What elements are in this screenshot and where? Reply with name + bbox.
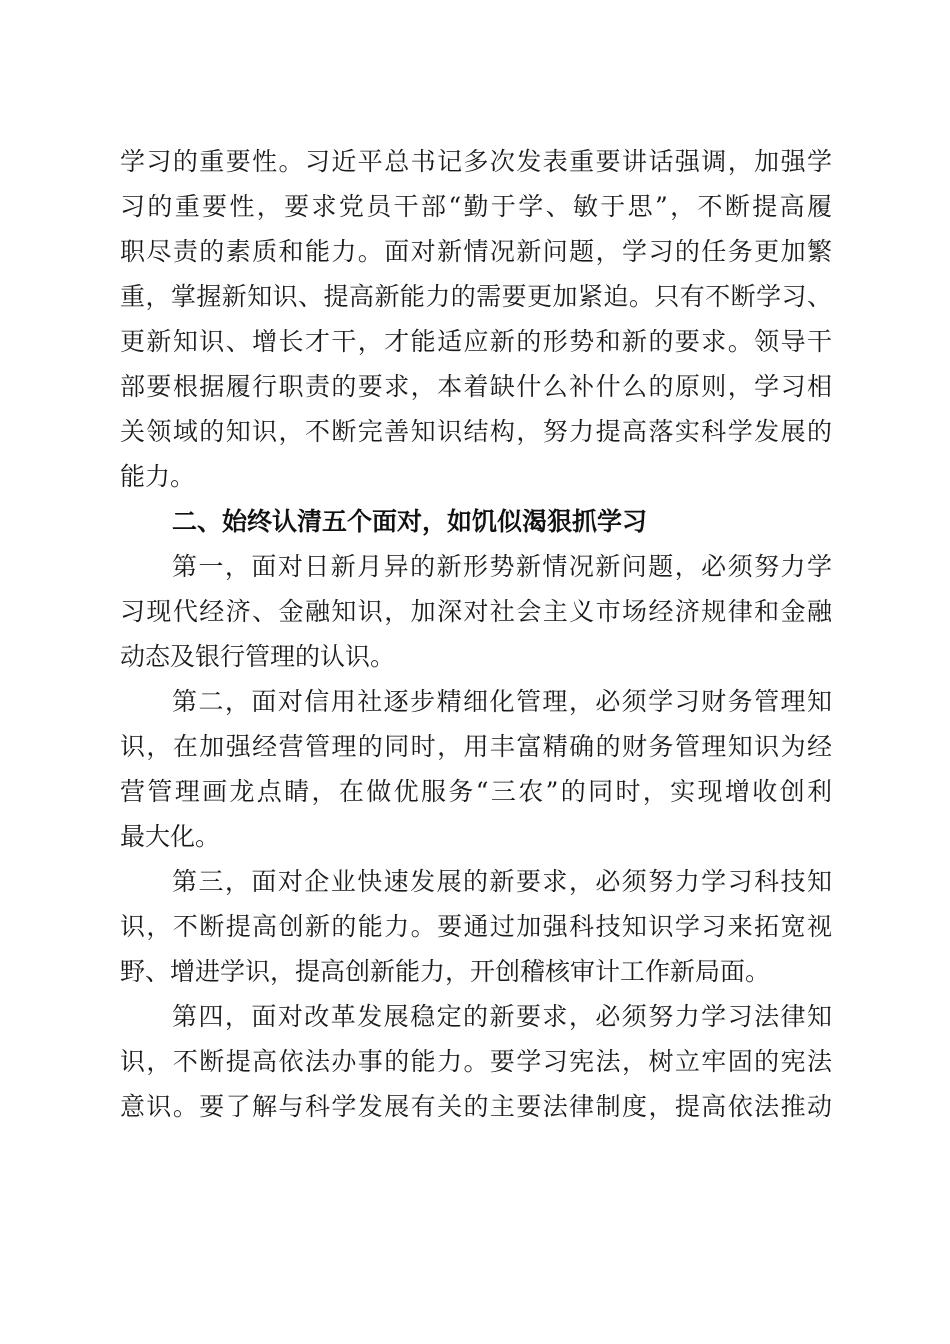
text-line: 动态及银行管理的认识。	[120, 642, 396, 671]
text-line: 部要根据履行职责的要求，本着缺什么补什么的原则，学习相	[120, 372, 832, 401]
text-line: 重，掌握新知识、提高新能力的需要更加紧迫。只有不断学习、	[120, 282, 832, 311]
text-line: 学习的重要性。习近平总书记多次发表重要讲话强调，加强学	[120, 147, 832, 176]
text-line: 野、增进学识，提高创新能力，开创稽核审计工作新局面。	[120, 957, 771, 986]
text-line: 识，在加强经营管理的同时，用丰富精确的财务管理知识为经	[120, 732, 832, 761]
text-line: 能力。	[120, 462, 196, 491]
section-heading: 二、始终认清五个面对，如饥似渴狠抓学习	[172, 507, 648, 536]
text-line: 识，不断提高创新的能力。要通过加强科技知识学习来拓宽视	[120, 912, 832, 941]
text-line: 第二，面对信用社逐步精细化管理，必须学习财务管理知	[172, 687, 832, 716]
text-line: 职尽责的素质和能力。面对新情况新问题，学习的任务更加繁	[120, 237, 832, 266]
text-line: 关领域的知识，不断完善知识结构，努力提高落实科学发展的	[120, 417, 832, 446]
text-line: 营管理画龙点睛，在做优服务“三农”的同时，实现增收创利	[120, 777, 832, 806]
text-line: 第一，面对日新月异的新形势新情况新问题，必须努力学	[172, 552, 832, 581]
text-line: 更新知识、增长才干，才能适应新的形势和新的要求。领导干	[120, 327, 832, 356]
text-line: 第四，面对改革发展稳定的新要求，必须努力学习法律知	[172, 1002, 832, 1031]
text-line: 习现代经济、金融知识，加深对社会主义市场经济规律和金融	[120, 597, 832, 626]
text-line: 第三，面对企业快速发展的新要求，必须努力学习科技知	[172, 867, 832, 896]
text-line: 习的重要性，要求党员干部“勤于学、敏于思”，不断提高履	[120, 192, 832, 221]
text-line: 识，不断提高依法办事的能力。要学习宪法，树立牢固的宪法	[120, 1047, 832, 1076]
text-line: 意识。要了解与科学发展有关的主要法律制度，提高依法推动	[120, 1092, 832, 1121]
text-line: 最大化。	[120, 822, 221, 851]
